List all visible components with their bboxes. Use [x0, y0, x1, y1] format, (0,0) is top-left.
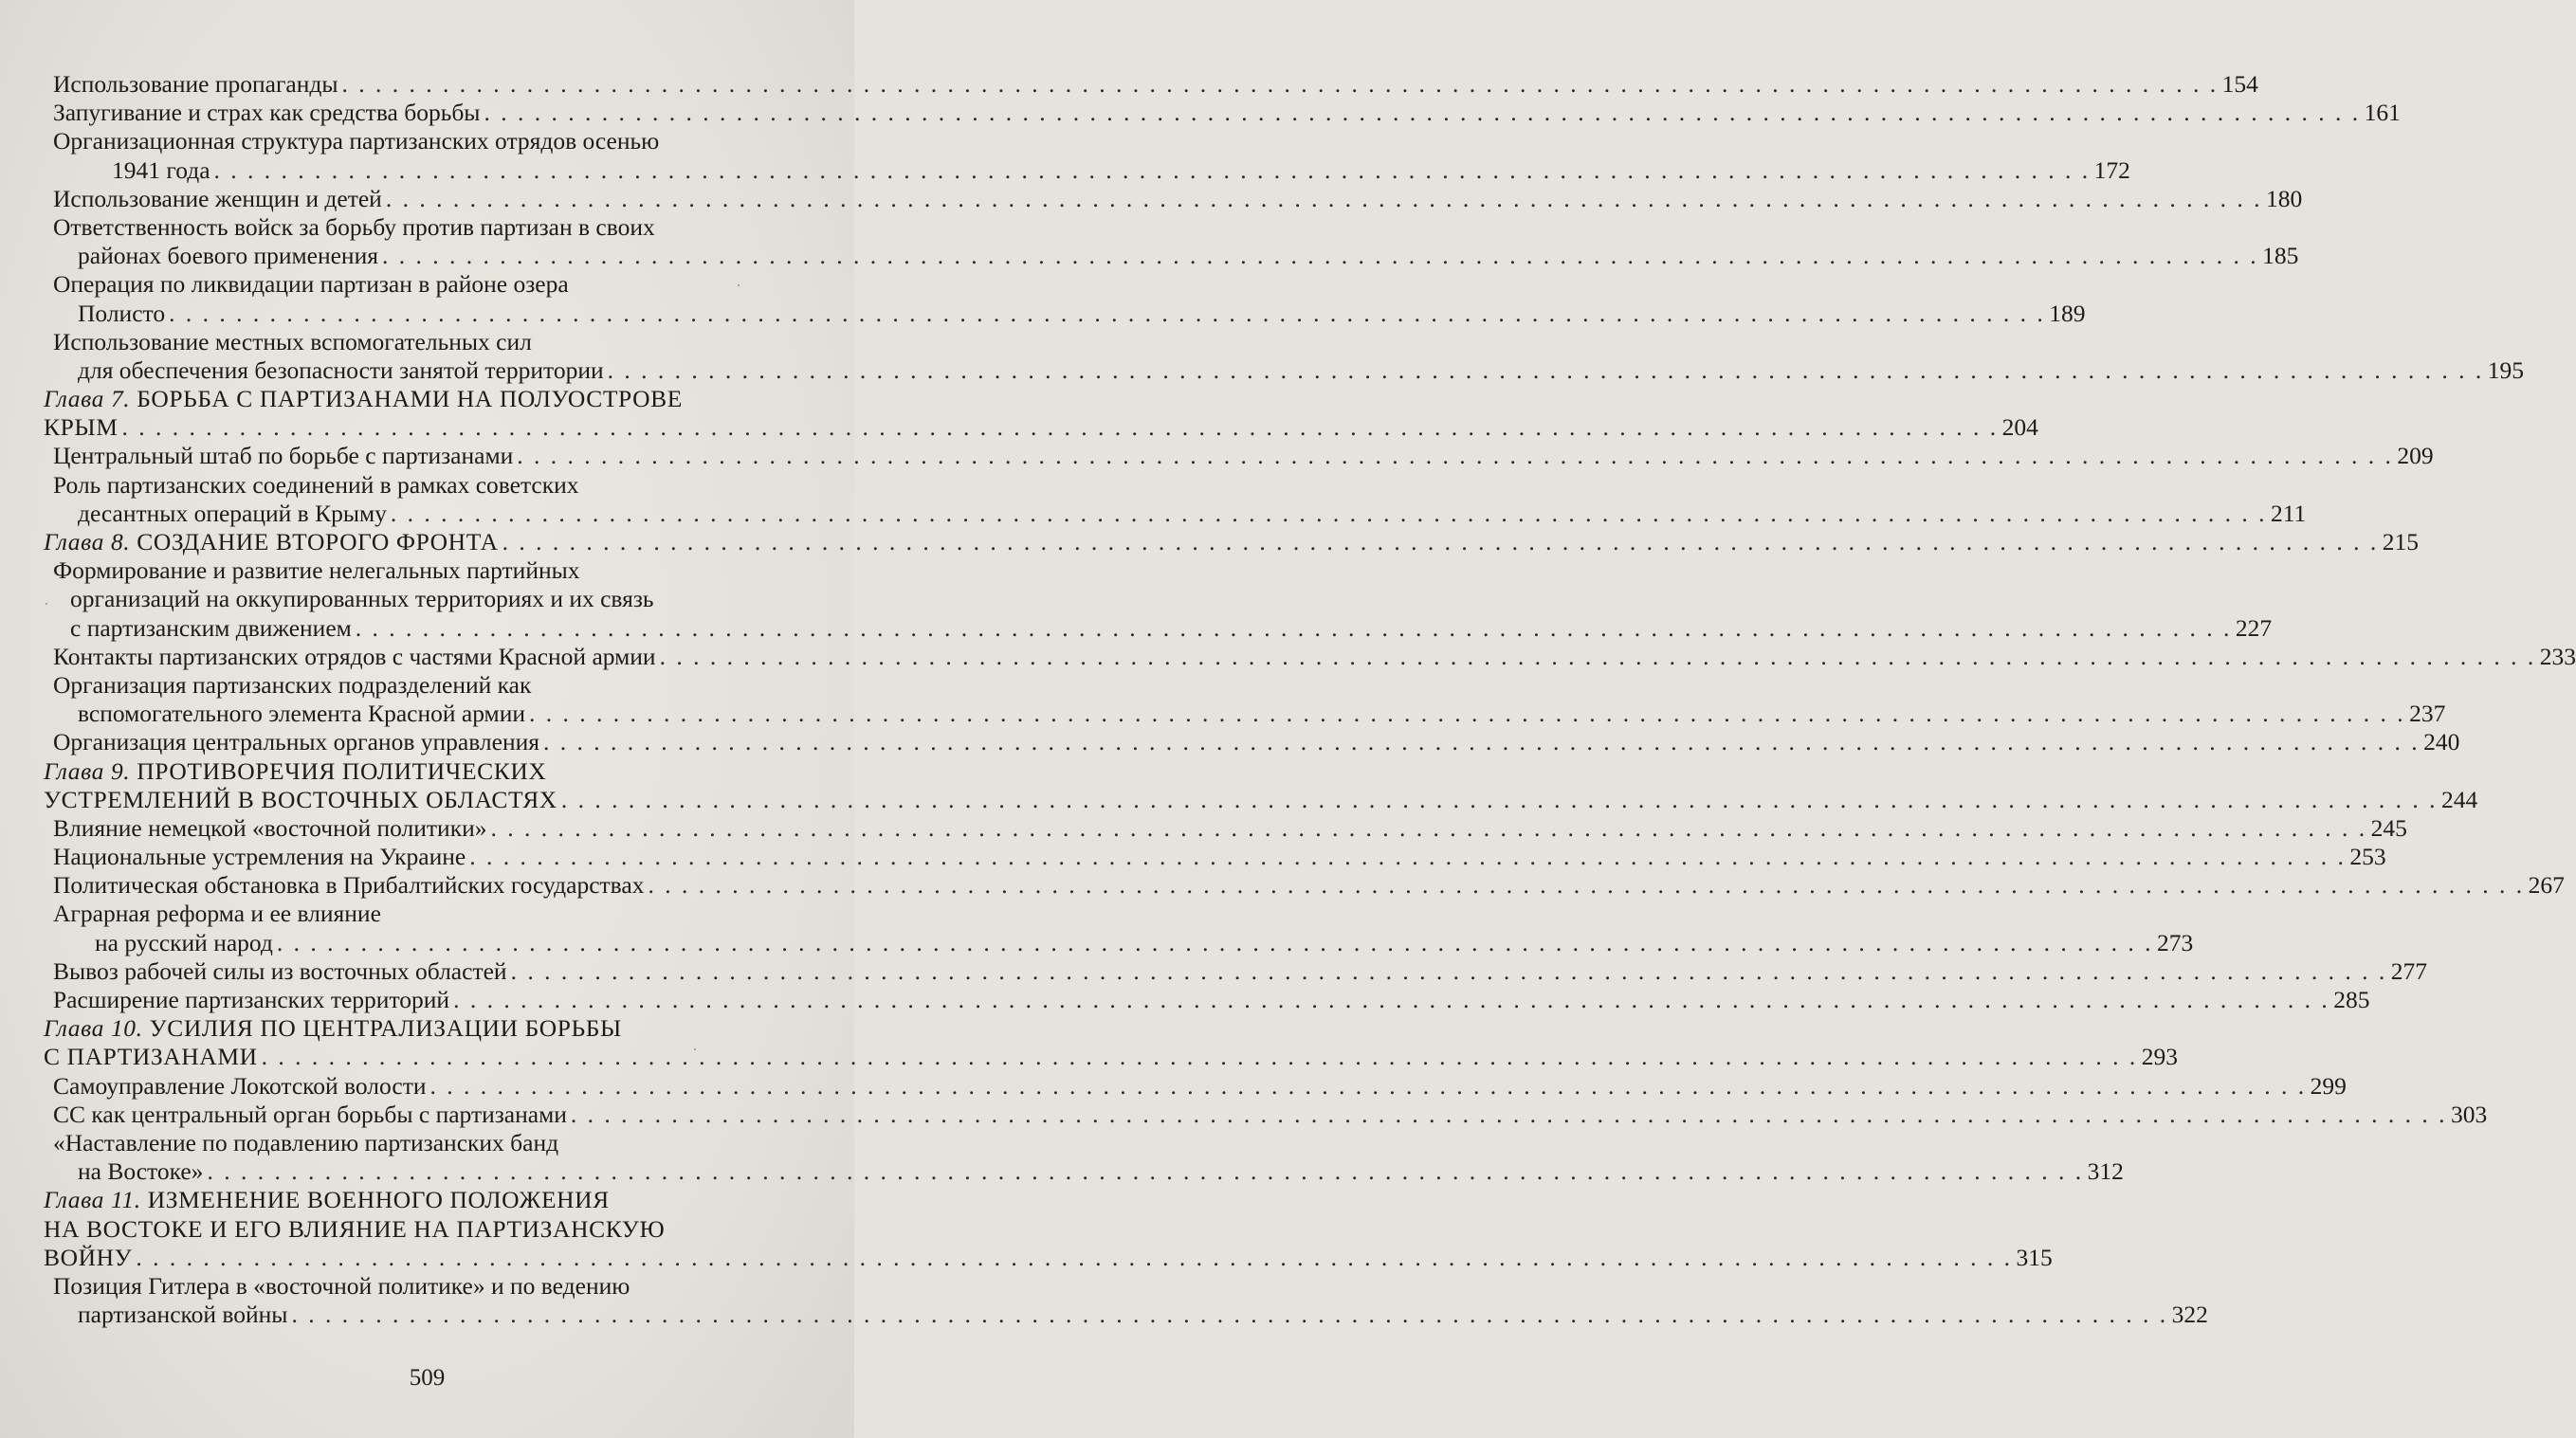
chapter-heading-line	[44, 1186, 810, 1214]
chapter-label: Глава 10.	[44, 1014, 143, 1043]
toc-entry	[44, 299, 2086, 328]
toc-entry	[44, 843, 2386, 871]
leader-dots	[291, 1301, 2167, 1329]
leader-dots	[214, 156, 2091, 185]
chapter-entry	[44, 1043, 2178, 1071]
toc-entry	[44, 1071, 2347, 1101]
toc-entry-title-line	[44, 671, 810, 700]
toc-entry-page: 293	[2141, 1043, 2178, 1071]
leader-dots	[660, 643, 2536, 671]
toc-entry-title: Позиция Гитлера в «восточной политике» и по ведению	[53, 1271, 630, 1300]
toc-entry-title-line	[44, 213, 810, 242]
toc-entry	[44, 499, 2307, 528]
toc-entry-title: Ответственность войск за борьбу против партизан в своих	[53, 212, 655, 241]
chapter-label: Глава 9.	[44, 756, 131, 785]
leader-dots	[453, 986, 2329, 1014]
toc-entry-page: 154	[2221, 70, 2258, 98]
leader-dots	[543, 728, 2420, 756]
toc-entry-page: 303	[2451, 1100, 2488, 1128]
leader-dots	[491, 814, 2367, 843]
toc-entry-page: 237	[2409, 700, 2446, 728]
toc-entry-title-line	[44, 270, 810, 299]
toc-entry-title: Контакты партизанских отрядов с частями Красной армии	[53, 642, 656, 670]
toc-entry-title: Самоуправление Локотской волости	[53, 1071, 427, 1100]
toc-entry-title: Центральный штаб по борьбе с партизанами	[53, 442, 514, 470]
toc-entry-page: 322	[2171, 1301, 2208, 1329]
chapter-entry	[44, 528, 2419, 556]
toc-entry	[44, 355, 2524, 385]
toc-entry-title-line	[44, 328, 810, 356]
leader-dots	[277, 929, 2153, 957]
toc-entry-title: Запугивание и страх как средства борьбы	[53, 99, 481, 127]
chapter-title-cont: УСТРЕМЛЕНИЙ В ВОСТОЧНЫХ ОБЛАСТЯХ	[44, 785, 557, 813]
toc-entry	[44, 986, 2370, 1014]
leader-dots	[341, 70, 2218, 99]
leader-dots	[356, 614, 2232, 643]
leader-dots	[469, 843, 2346, 871]
chapter-title-cont: ВОЙНУ	[44, 1243, 133, 1271]
toc-entry	[44, 613, 2273, 643]
leader-dots	[517, 442, 2393, 470]
toc-entry	[44, 1157, 2124, 1186]
toc-entry-title-line	[44, 471, 810, 500]
chapter-heading-line	[44, 1014, 810, 1043]
toc-entry-title-cont: 1941 года	[112, 155, 210, 184]
toc-entry	[44, 184, 2303, 213]
toc-entry-title-cont: для обеспечения безопасности занятой территории	[78, 355, 604, 384]
toc-entry	[44, 155, 2130, 185]
toc-entry-title-line	[44, 1272, 810, 1301]
toc-entry-page: 180	[2265, 184, 2303, 212]
toc-entry-title-cont: партизанской войны	[78, 1301, 288, 1329]
toc-entry-title-cont: районах боевого применения	[78, 242, 378, 270]
toc-entry-page: 277	[2390, 956, 2427, 985]
toc-entry-page: 172	[2093, 155, 2130, 184]
toc-entry-title: Расширение партизанских территорий	[53, 986, 450, 1013]
toc-entry	[44, 442, 2434, 470]
leader-dots	[262, 1043, 2138, 1071]
toc-entry	[44, 70, 2258, 99]
toc-entry	[44, 728, 2460, 756]
toc-entry-title-line	[44, 585, 810, 613]
leader-dots	[382, 242, 2258, 270]
toc-entry-page: 240	[2423, 728, 2460, 756]
toc-entry-title-line	[44, 556, 810, 585]
toc-entry	[44, 956, 2427, 986]
toc-entry-title-cont: на русский народ	[95, 928, 273, 956]
toc-entry-title: Политическая обстановка в Прибалтийских государствах	[53, 871, 645, 900]
leader-dots	[561, 786, 2438, 814]
toc-entry-title: Формирование и развитие нелегальных партийных	[53, 556, 580, 585]
toc-entry	[44, 642, 2576, 671]
toc-entry-title-cont: на Востоке»	[78, 1157, 204, 1186]
toc-entry-title-cont: десантных операций в Крыму	[78, 499, 387, 527]
chapter-title: БОРЬБА С ПАРТИЗАНАМИ НА ПОЛУОСТРОВЕ	[137, 385, 683, 413]
leader-dots	[571, 1101, 2447, 1129]
toc-entry-page: 253	[2349, 843, 2386, 871]
toc-entry-title: Организация партизанских подразделений как	[53, 670, 532, 699]
chapter-heading-line	[44, 1215, 810, 1244]
toc-entry-title: «Наставление по подавлению партизанских банд	[53, 1128, 559, 1156]
toc-entry-page: 299	[2310, 1071, 2347, 1100]
toc-entry-page: 312	[2087, 1157, 2124, 1186]
toc-entry	[44, 813, 2407, 843]
toc-entry-title: Роль партизанских соединений в рамках советских	[53, 470, 579, 499]
leader-dots	[430, 1072, 2307, 1101]
paper-speck	[738, 284, 740, 286]
leader-dots	[608, 356, 2484, 385]
toc-entry-title: Аграрная реформа и ее влияние	[53, 900, 381, 928]
table-of-contents	[44, 70, 2576, 1329]
paper-speck	[694, 1048, 696, 1050]
leader-dots	[169, 300, 2045, 328]
toc-entry-title: Организационная структура партизанских отрядов осенью	[53, 127, 660, 155]
toc-entry-page: 195	[2487, 355, 2524, 384]
toc-entry-title-cont: организаций на оккупированных территориях и их связь	[70, 585, 654, 613]
leader-dots	[511, 957, 2387, 986]
leader-dots	[529, 700, 2405, 728]
toc-entry-title: Использование женщин и детей	[53, 184, 382, 212]
leader-dots	[122, 413, 1999, 442]
chapter-title-cont: НА ВОСТОКЕ И ЕГО ВЛИЯНИЕ НА ПАРТИЗАНСКУЮ	[44, 1214, 666, 1243]
page-number: 509	[409, 1365, 446, 1391]
leader-dots	[502, 528, 2379, 556]
toc-entry-page: 185	[2262, 242, 2299, 270]
toc-entry-page: 267	[2528, 871, 2565, 900]
chapter-title-cont: КРЫМ	[44, 413, 119, 442]
toc-entry	[44, 871, 2565, 900]
toc-entry-page: 315	[2016, 1243, 2053, 1271]
leader-dots	[136, 1244, 2012, 1272]
chapter-entry	[44, 413, 2038, 442]
toc-entry-title: Использование местных вспомогательных сил	[53, 327, 532, 355]
chapter-heading-line	[44, 757, 810, 786]
toc-entry-page: 227	[2235, 613, 2273, 642]
toc-entry	[44, 928, 2194, 957]
toc-entry-page: 215	[2382, 528, 2419, 555]
toc-entry-page: 245	[2370, 813, 2407, 842]
leader-dots	[391, 500, 2267, 528]
toc-entry	[44, 99, 2401, 127]
toc-entry-page: 161	[2364, 99, 2401, 127]
chapter-heading-line	[44, 385, 810, 413]
toc-entry-title-cont: Полисто	[78, 299, 166, 327]
chapter-title: ИЗМЕНЕНИЕ ВОЕННОГО ПОЛОЖЕНИЯ	[147, 1186, 610, 1214]
toc-entry	[44, 1100, 2488, 1129]
toc-entry-page: 244	[2440, 785, 2478, 813]
chapter-entry	[44, 1243, 2053, 1272]
toc-entry-page: 273	[2157, 928, 2194, 956]
chapter-title: ПРОТИВОРЕЧИЯ ПОЛИТИЧЕСКИХ	[137, 756, 547, 785]
toc-entry-title: Вывоз рабочей силы из восточных областей	[53, 956, 507, 985]
toc-entry	[44, 700, 2446, 728]
leader-dots	[484, 99, 2360, 127]
toc-entry-title: Операция по ликвидации партизан в районе озера	[53, 270, 569, 299]
toc-entry-page: 209	[2397, 442, 2434, 470]
chapter-title: СОЗДАНИЕ ВТОРОГО ФРОНТА	[137, 528, 499, 555]
toc-entry-title: Влияние немецкой «восточной политики»	[53, 813, 487, 842]
toc-entry-title-line	[44, 900, 810, 928]
chapter-title-cont: С ПАРТИЗАНАМИ	[44, 1043, 258, 1071]
toc-entry-title-line	[44, 127, 810, 155]
toc-entry-page: 189	[2049, 299, 2086, 327]
toc-entry-title: Организация центральных органов управления	[53, 728, 539, 756]
toc-entry-page: 285	[2333, 986, 2370, 1013]
toc-entry-title: Национальные устремления на Украине	[53, 843, 466, 871]
leader-dots	[648, 871, 2524, 900]
paper-speck	[46, 603, 47, 605]
toc-entry-page: 211	[2271, 499, 2307, 527]
toc-entry-title: СС как центральный орган борьбы с партизанами	[53, 1100, 567, 1128]
toc-entry-page: 233	[2539, 642, 2576, 670]
chapter-entry	[44, 785, 2478, 814]
leader-dots	[386, 185, 2262, 213]
toc-entry-page: 204	[2001, 413, 2038, 442]
toc-entry	[44, 1301, 2208, 1329]
toc-entry-title-line	[44, 1129, 810, 1157]
toc-entry-title: Использование пропаганды	[53, 70, 338, 98]
chapter-label: Глава 7.	[44, 385, 131, 413]
toc-entry	[44, 242, 2299, 270]
toc-entry-title-cont: вспомогательного элемента Красной армии	[78, 700, 525, 728]
chapter-title: УСИЛИЯ ПО ЦЕНТРАЛИЗАЦИИ БОРЬБЫ	[149, 1014, 622, 1043]
leader-dots	[207, 1157, 2083, 1186]
chapter-label: Глава 8.	[44, 528, 131, 555]
chapter-label: Глава 11.	[44, 1186, 141, 1214]
toc-entry-title-cont: с партизанским движением	[70, 613, 352, 642]
